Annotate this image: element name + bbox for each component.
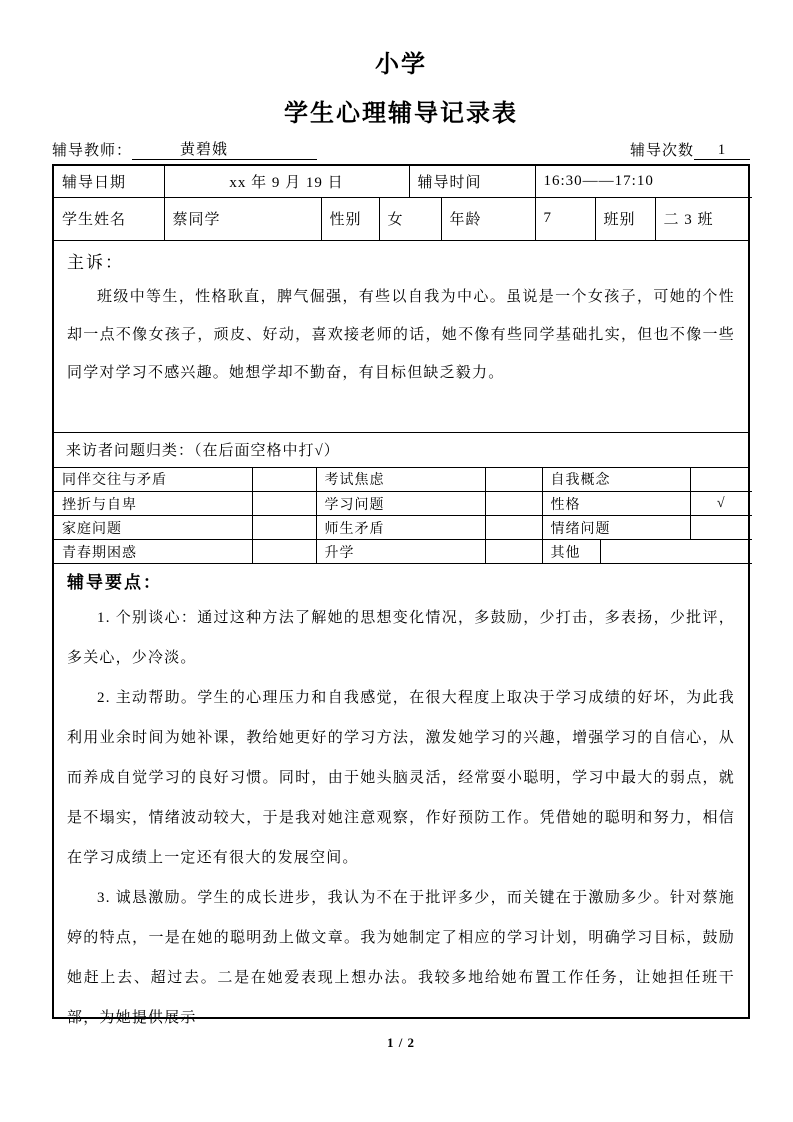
issue-checkbox xyxy=(690,516,752,540)
key-points-section xyxy=(54,564,748,1026)
date-time-row xyxy=(54,166,752,198)
issue-label: 家庭问题 xyxy=(54,516,252,540)
issue-checkbox xyxy=(252,468,316,492)
record-form xyxy=(52,164,750,1026)
teacher-label: 辅导教师： xyxy=(52,143,133,159)
issue-label: 升学 xyxy=(316,540,485,564)
table-row xyxy=(54,492,752,516)
key-points-paragraph: 2. 主动帮助。学生的心理压力和自我感觉，在很大程度上取决于学习成绩的好坏，为此我利用业余时间为她补课，教给她更好的学习方法，激发她学习的兴趣，增强学习的自信心，从而养成自觉学习的良好习惯。同时，由于她头脑灵活，经常耍小聪明，学习中最大的弱点，就是不塌实，情绪波动较大，于是我对她注意观察，作好预防工作。凭借她的聪明和努力，相信在学习成绩上一定还有很大的发展空间。 xyxy=(67,690,735,866)
issue-label: 学习问题 xyxy=(316,492,485,516)
issue-checkbox xyxy=(485,468,542,492)
key-points-paragraph: 3. 诚恳激励。学生的成长进步，我认为不在于批评多少，而关键在于激励多少。针对蔡施婷的特点，一是在她的聪明劲上做文章。我为她制定了相应的学习计划，明确学习目标，鼓励她赶上去、超过去。二是在她爱表现上想办法。我较多地给她布置工作任务，让她担任班干部，为她提供展示 xyxy=(67,890,735,1026)
key-points-label: 辅导要点： xyxy=(67,573,162,592)
table-row xyxy=(54,198,752,240)
date-label: 辅导日期 xyxy=(54,166,164,197)
complaint-text: 班级中等生，性格耿直，脾气倔强，有些以自我为中心。虽说是一个女孩子，可她的个性却一点不像女孩子，顽皮、好动，喜欢接老师的话，她不像有些同学基础扎实，但也不像一些同学对学习不感兴趣。她想学却不勤奋，有目标但缺乏毅力。 xyxy=(67,288,735,381)
meta-line xyxy=(52,138,750,160)
issue-checkmark: √ xyxy=(690,492,752,516)
issue-checkbox xyxy=(485,540,542,564)
classification-header: 来访者问题归类：（在后面空格中打√） xyxy=(54,433,748,468)
issue-label: 青春期困惑 xyxy=(54,540,252,564)
table-row xyxy=(54,468,752,492)
issue-label: 同伴交往与矛盾 xyxy=(54,468,252,492)
teacher-field xyxy=(52,138,317,160)
complaint-section xyxy=(54,240,748,433)
time-value: 16:30——17:10 xyxy=(535,166,752,197)
issue-label: 性格 xyxy=(542,492,690,516)
page-number: 1 / 2 xyxy=(386,1035,416,1050)
issue-checkbox xyxy=(600,540,752,564)
issue-checkbox xyxy=(252,516,316,540)
gender-label: 性别 xyxy=(321,198,379,240)
student-info-row xyxy=(54,198,752,240)
date-value: xx 年 9 月 19 日 xyxy=(164,166,409,197)
complaint-label: 主诉： xyxy=(67,252,124,272)
issue-label: 师生矛盾 xyxy=(316,516,485,540)
sessions-value: 1 xyxy=(694,142,750,160)
gender-value: 女 xyxy=(379,198,441,240)
issue-checkbox xyxy=(485,492,542,516)
page-title: 小学 xyxy=(375,52,427,78)
document-page xyxy=(52,0,750,1051)
key-points-paragraph: 1. 个别谈心：通过这种方法了解她的思想变化情况，多鼓励，少打击，多表扬，少批评，多关心，少冷淡。 xyxy=(67,610,735,666)
table-row xyxy=(54,540,752,564)
issue-label: 情绪问题 xyxy=(542,516,690,540)
issue-label: 挫折与自卑 xyxy=(54,492,252,516)
student-name-value: 蔡同学 xyxy=(164,198,321,240)
time-label: 辅导时间 xyxy=(409,166,535,197)
classification-table xyxy=(54,468,752,565)
sessions-label: 辅导次数 xyxy=(629,143,694,159)
issue-checkbox xyxy=(690,468,752,492)
issue-label: 考试焦虑 xyxy=(316,468,485,492)
issue-checkbox xyxy=(252,540,316,564)
issue-checkbox xyxy=(485,516,542,540)
issue-label: 自我概念 xyxy=(542,468,690,492)
student-name-label: 学生姓名 xyxy=(54,198,164,240)
issue-label: 其他 xyxy=(542,540,600,564)
age-value: 7 xyxy=(535,198,595,240)
issue-checkbox xyxy=(252,492,316,516)
sessions-field xyxy=(630,139,750,160)
age-label: 年龄 xyxy=(441,198,535,240)
table-row xyxy=(54,516,752,540)
table-row xyxy=(54,166,752,197)
class-value: 二 3 班 xyxy=(663,212,714,228)
teacher-name: 黄碧娥 xyxy=(132,138,317,160)
form-title: 学生心理辅导记录表 xyxy=(284,101,518,127)
class-label: 班别 xyxy=(595,198,655,240)
